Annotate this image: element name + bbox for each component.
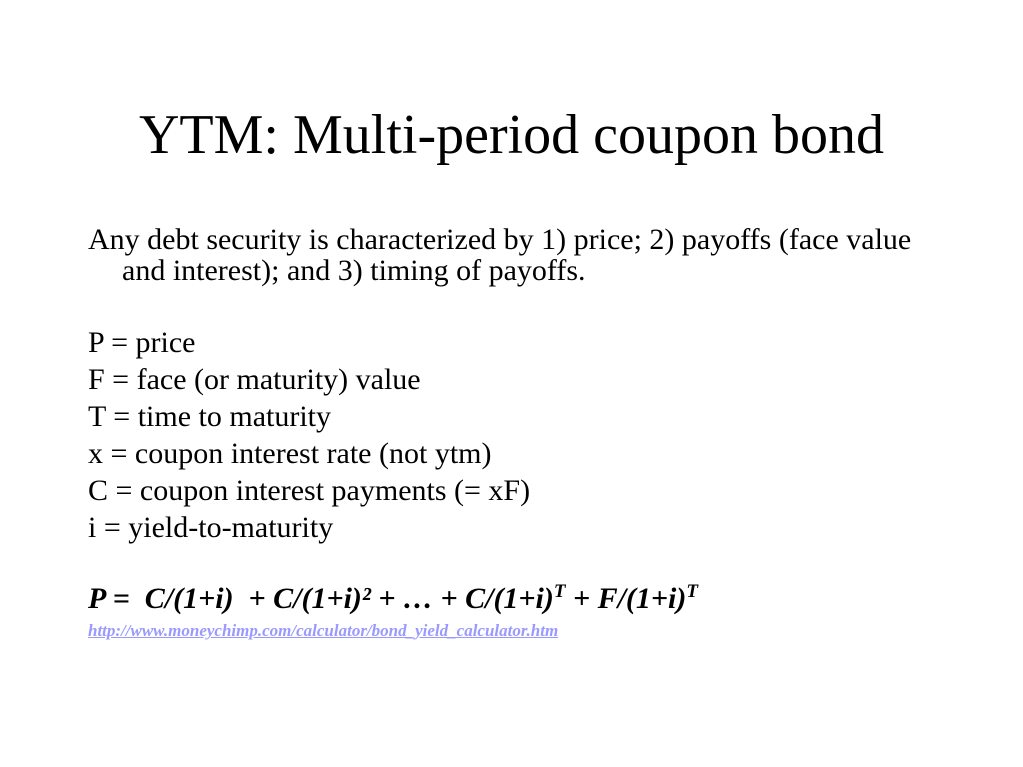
slide-title: YTM: Multi-period coupon bond <box>138 104 885 166</box>
blank-line <box>88 543 950 577</box>
definition-time-to-maturity: T = time to maturity <box>88 400 332 433</box>
blank-line <box>88 286 950 321</box>
formula-main: P = C/(1+i) + C/(1+i)² + … + C/(1+i) <box>88 582 554 615</box>
formula-exponent-2: T <box>686 581 698 602</box>
formula-exponent-1: T <box>553 581 566 602</box>
definition-coupon-payments: C = coupon interest payments (= xF) <box>88 474 531 507</box>
definition-coupon-rate: x = coupon interest rate (not ytm) <box>88 437 492 470</box>
formula-last-term: + F/(1+i) <box>565 582 687 615</box>
definition-price: P = price <box>88 326 196 359</box>
slide-body <box>88 218 950 641</box>
definition-face-value: F = face (or maturity) value <box>88 363 421 396</box>
bond-yield-calculator-link[interactable]: http://www.moneychimp.com/calculator/bond_yield_calculator.htm <box>88 621 559 640</box>
intro-paragraph: Any debt security is characterized by 1) price; 2) payoffs (face value and interest); and 3) timing of payoffs. <box>88 223 912 287</box>
bond-price-formula <box>88 583 950 614</box>
definition-yield-to-maturity: i = yield-to-maturity <box>88 511 334 544</box>
